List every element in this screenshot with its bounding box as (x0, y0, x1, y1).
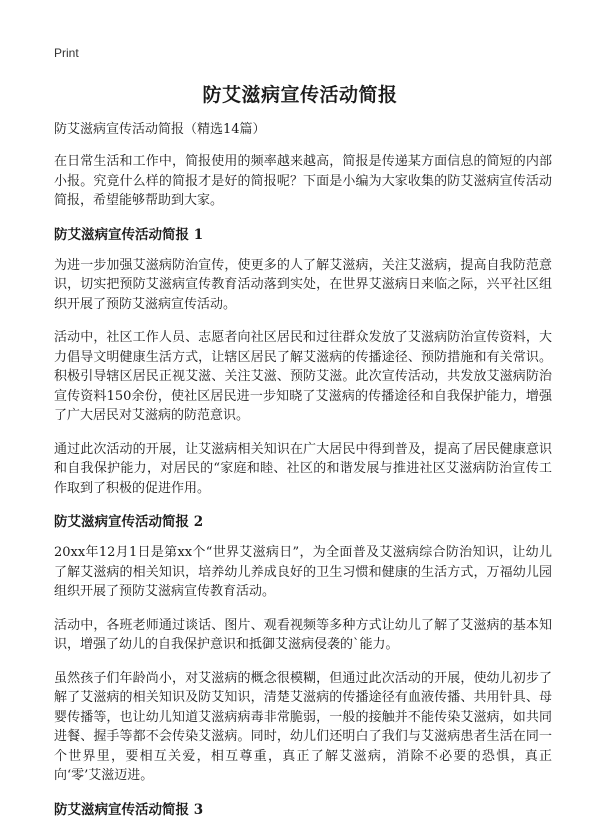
section-2 (54, 512, 552, 786)
document-body (54, 120, 552, 831)
section-heading: 防艾滋病宣传活动简报 1 (54, 226, 204, 243)
document-subtitle: 防艾滋病宣传活动简报（精选14篇） (54, 122, 266, 137)
section-3 (54, 800, 552, 820)
section-paragraph: 活动中，各班老师通过谈话、图片、观看视频等多种方式让幼儿了解了艾滋病的基本知识，增强了幼儿的自我保护意识和抵御艾滋病侵袭的`能力。 (54, 617, 552, 652)
section-heading: 防艾滋病宣传活动简报 3 (54, 801, 204, 818)
page-title: 防艾滋病宣传活动简报 (202, 84, 398, 106)
section-paragraph: 通过此次活动的开展，让艾滋病相关知识在广大居民中得到普及，提高了居民健康意识和自我保护能力，对居民的“家庭和睦、社区的和谐发展与推进社区艾滋病防治宣传工作取到了积极的促进作用。 (54, 441, 552, 496)
section-paragraph: 虽然孩子们年龄尚小，对艾滋病的概念很模糊，但通过此次活动的开展，使幼儿初步了解了艾滋病的相关知识及防艾知识，清楚艾滋病的传播途径有血液传播、共用针具、母婴传播等，也让幼儿知道艾滋病病毒非常脆弱，一般的接触并不能传染艾滋病，如共同进餐、握手等都不会传染艾滋病。同时，幼儿们还明白了我们与艾滋病患者生活在同一个世界里，要相互关爱，相互尊重，真正了解艾滋病，消除不必要的恐惧，真正向‘零’艾滋迈进。 (54, 670, 552, 783)
section-1 (54, 225, 552, 499)
section-paragraph: 为进一步加强艾滋病防治宣传，使更多的人了解艾滋病，关注艾滋病，提高自我防范意识，切实把预防艾滋病宣传教育活动落到实处，在世界艾滋病日来临之际，兴平社区组织开展了预防艾滋病宣传活动。 (54, 257, 552, 312)
intro-paragraph: 在日常生活和工作中，简报使用的频率越来越高，简报是传递某方面信息的简短的内部小报。究竟什么样的简报才是好的简报呢？下面是小编为大家收集的防艾滋病宣传活动简报，希望能够帮助到大家。 (54, 154, 552, 208)
section-paragraph: 活动中，社区工作人员、志愿者向社区居民和过往群众发放了艾滋病防治宣传资料，大力倡导文明健康生活方式，让辖区居民了解艾滋病的传播途径、预防措施和有关常识。积极引导辖区居民正视艾滋、关注艾滋、预防艾滋。此次宣传活动，共发放艾滋病防治宣传资料150余份，使社区居民进一步知晓了艾滋病的传播途径和自我保护能力，增强了广大居民对艾滋病的防范意识。 (54, 330, 552, 423)
section-heading: 防艾滋病宣传活动简报 2 (54, 514, 204, 530)
print-link[interactable]: Print (54, 46, 79, 60)
section-paragraph: 20xx年12月1日是第xx个“世界艾滋病日”，为全面普及艾滋病综合防治知识，让幼儿了解艾滋病的相关知识，培养幼儿养成良好的卫生习惯和健康的生活方式，万福幼儿园组织开展了预防艾滋病宣传教育活动。 (54, 545, 552, 599)
